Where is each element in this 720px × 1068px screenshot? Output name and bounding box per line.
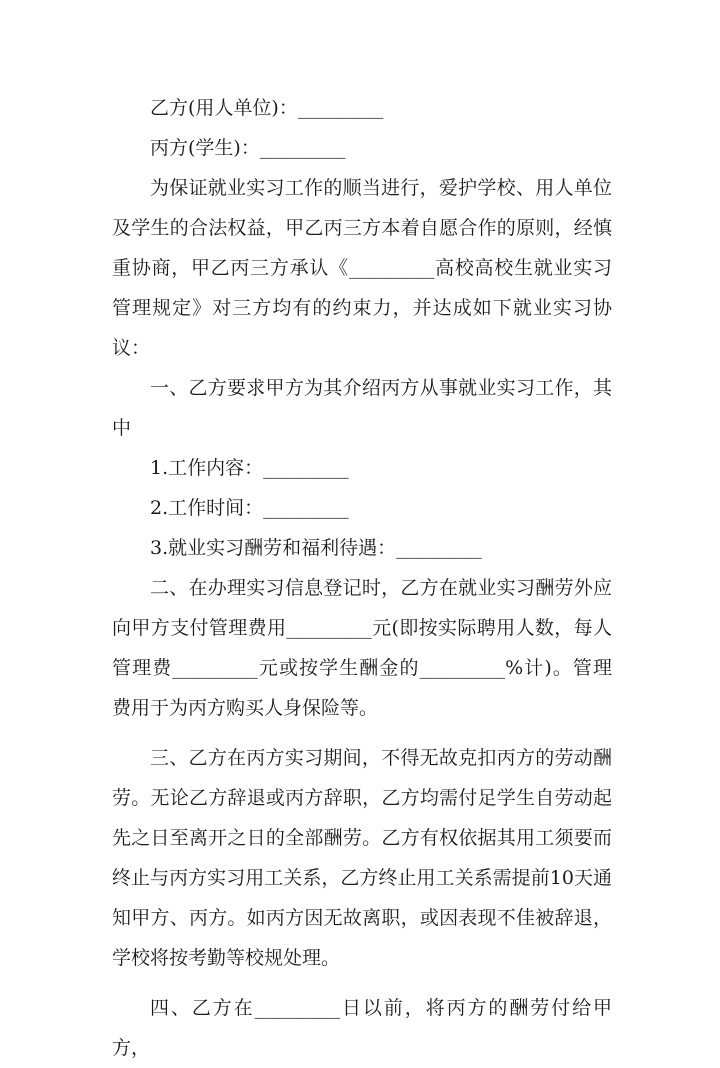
pay-benefits-line: 3.就业实习酬劳和福利待遇：_________ [150, 537, 482, 559]
clause-1-paragraph: 一、乙方要求甲方为其介绍丙方从事就业实习工作，其中 [112, 377, 612, 439]
work-content-line: 1.工作内容：_________ [150, 457, 349, 479]
party-b-line: 乙方(用人单位)：_________ [150, 97, 384, 119]
preamble-paragraph: 为保证就业实习工作的顺当进行，爱护学校、用人单位及学生的合法权益，甲乙丙三方本着自愿合作的原则，经慎重协商，甲乙丙三方承认《_________高校高校生就业实习管理规定》对三方均有的约束力，并达成如下就业实习协议： [112, 177, 612, 359]
clause-2-paragraph: 二、在办理实习信息登记时，乙方在就业实习酬劳外应向甲方支付管理费用_________元(即按实际聘用人数，每人管理费_________元或按学生酬金的_________%计)。管理费用于为丙方购买人身保险等。 [112, 577, 612, 719]
clause-4-paragraph: 四、乙方在_________日以前，将丙方的酬劳付给甲方， [112, 997, 612, 1059]
clause-3-paragraph: 三、乙方在丙方实习期间，不得无故克扣丙方的劳动酬劳。无论乙方辞退或丙方辞职，乙方均需付足学生自劳动起先之日至离开之日的全部酬劳。乙方有权依据其用工须要而终止与丙方实习用工关系，乙方终止用工关系需提前10天通知甲方、丙方。如丙方因无故离职，或因表现不佳被辞退，学校将按考勤等校规处理。 [112, 747, 612, 969]
agreement-body [112, 88, 612, 1068]
work-time-line: 2.工作时间：_________ [150, 497, 349, 519]
party-c-line: 丙方(学生)：_________ [150, 137, 346, 159]
